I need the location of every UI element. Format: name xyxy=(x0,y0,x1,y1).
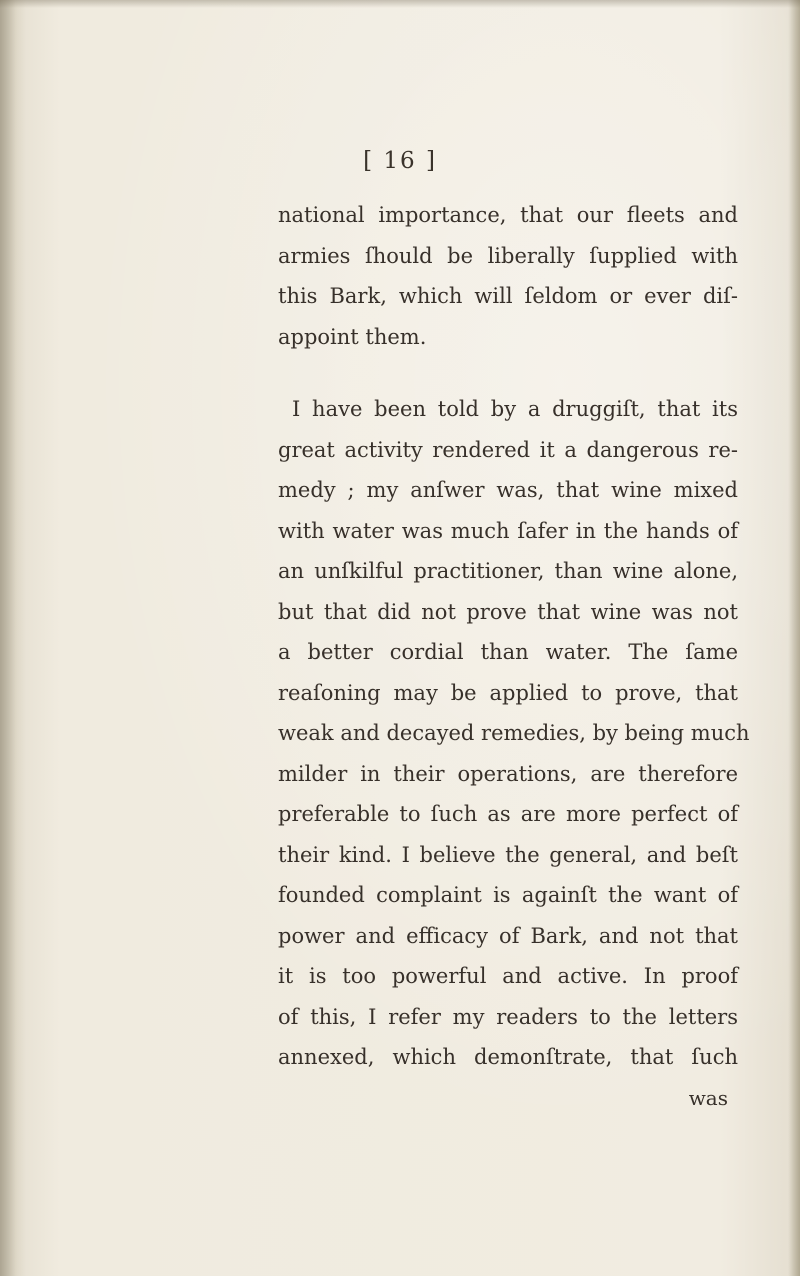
text-line: I have been told by a druggiſt, that its xyxy=(292,397,738,421)
text-line: national importance, that our fleets and xyxy=(278,203,738,227)
text-line: great activity rendered it a dangerous re- xyxy=(278,437,738,462)
text-line: founded complaint is againſt the want of xyxy=(278,883,738,907)
text-line: a better cordial than water. The ſame xyxy=(278,640,738,664)
text-line: this Bark, which will ſeldom or ever diſ- xyxy=(278,284,738,308)
text-line: but that did not prove that wine was not xyxy=(278,599,738,624)
catchword: was xyxy=(688,1085,728,1110)
page-edge-shadow xyxy=(788,0,800,1276)
text-line: preferable to ſuch as are more perfect of xyxy=(278,802,738,826)
text-line: weak and decayed remedies, by being much xyxy=(278,721,750,745)
page-number: [ 16 ] xyxy=(363,148,437,174)
page-top-shadow xyxy=(0,0,800,8)
body-text xyxy=(278,195,750,1118)
text-line: an unſkilful practitioner, than wine alone, xyxy=(278,559,738,583)
text-line: milder in their operations, are therefore xyxy=(278,761,738,786)
text-line: medy ; my anſwer was, that wine mixed xyxy=(278,478,738,502)
text-line: armies ſhould be liberally ſupplied with xyxy=(278,243,738,268)
paragraph-break xyxy=(278,357,738,389)
text-line: power and efficacy of Bark, and not that xyxy=(278,923,738,948)
text-line: their kind. I believe the general, and beſt xyxy=(278,842,738,867)
text-line: it is too powerful and active. In proof xyxy=(278,964,738,988)
text-line: with water was much ſafer in the hands of xyxy=(278,518,738,543)
text-line: of this, I refer my readers to the letters xyxy=(278,1004,738,1029)
text-line: appoint them. xyxy=(278,324,427,349)
page-gutter-shadow xyxy=(0,0,26,1276)
text-line: annexed, which demonſtrate, that ſuch xyxy=(278,1045,738,1069)
text-line: reaſoning may be applied to prove, that xyxy=(278,680,738,705)
